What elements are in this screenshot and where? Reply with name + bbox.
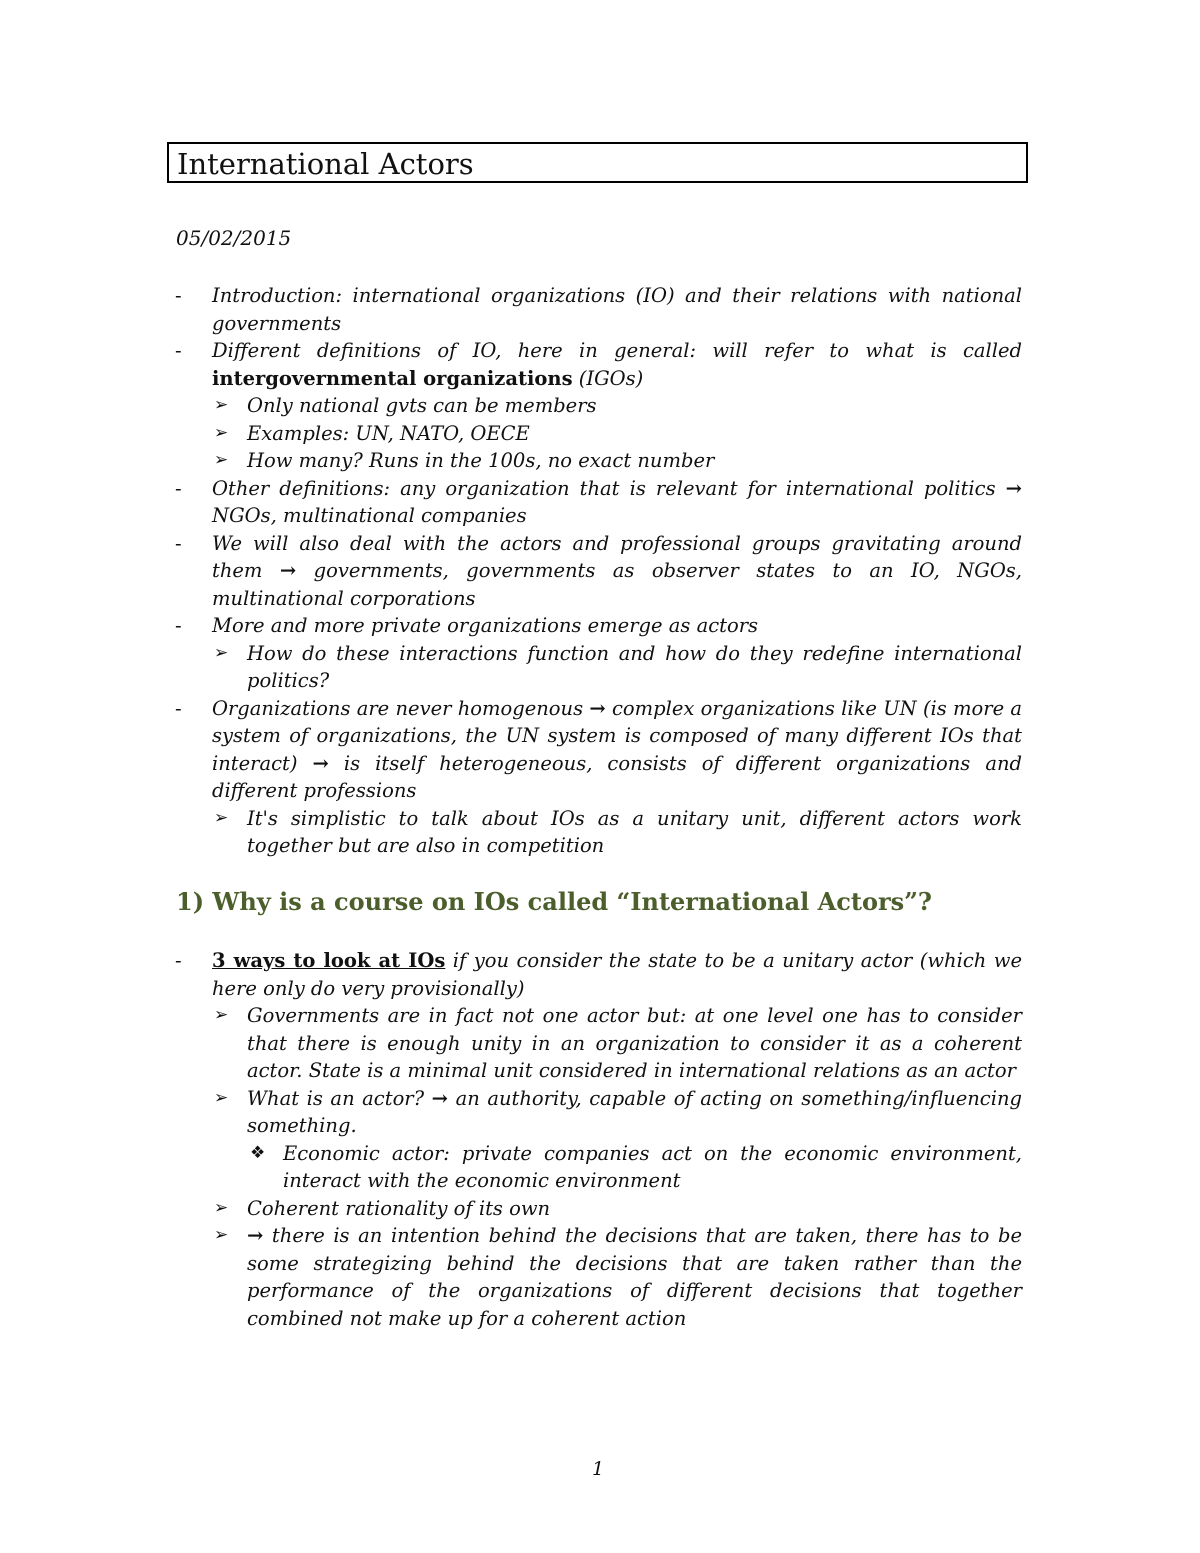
list-item: ➢ Governments are in fact not one actor but: at one level one has to consider that there is enough unity in an organization to consider it as a coherent actor. State is a minimal unit considered in international relations as an actor [214, 1004, 1022, 1082]
arrowhead-bullet-icon: ➢ [214, 1087, 229, 1108]
dash-bullet: - [175, 614, 182, 637]
list-item: ➢ → there is an intention behind the decisions that are taken, there has to be some strategizing behind the decisions that are taken rather than the performance of the organizations of different decisions that together combined not make up for a coherent action [214, 1224, 1022, 1330]
dash-bullet: - [175, 949, 182, 972]
list-item: ➢ It's simplistic to talk about IOs as a unitary unit, different actors work together but are also in competition [214, 806, 1022, 857]
right-arrow-icon: → [247, 1224, 264, 1247]
list-item: - Organizations are never homogenous → complex organizations like UN (is more a system of organizations, the UN system is composed of many different IOs that interact) → is itself heterogeneous, consists of different organizations and different professions [175, 696, 1023, 802]
lecture-date: 05/02/2015 [176, 226, 292, 250]
right-arrow-icon: → [431, 1086, 448, 1110]
dash-bullet: - [175, 696, 182, 720]
document-title: International Actors [167, 142, 1028, 183]
list-item: ➢ How do these interactions function and how do they redefine international politics? [214, 641, 1022, 692]
dash-bullet: - [175, 531, 182, 555]
intro-list [0, 282, 1200, 860]
list-item: ➢ Coherent rationality of its own [0, 1195, 1200, 1223]
list-item: - Different definitions of IO, here in general: will refer to what is called intergovernmental organizations (IGOs) [175, 339, 1022, 390]
list-item: - Introduction: international organizations (IO) and their relations with national governments [175, 284, 1022, 335]
list-item: ➢ What is an actor? → an authority, capable of acting on something/influencing something. [214, 1086, 1022, 1137]
dash-bullet: - [175, 284, 182, 307]
igo-term: intergovernmental organizations [212, 366, 573, 390]
arrowhead-bullet-icon: ➢ [214, 450, 229, 470]
dash-bullet: - [175, 476, 182, 500]
right-arrow-icon: → [1005, 476, 1022, 500]
list-item: ➢ Examples: UN, NATO, OECE [0, 420, 1200, 448]
right-arrow-icon: → [312, 751, 329, 775]
list-item: - Other definitions: any organization that is relevant for international politics → NGOs, multinational companies [175, 476, 1022, 527]
list-item: - We will also deal with the actors and professional groups gravitating around them → governments, governments as observer states to an IO, NGOs, multinational corporations [175, 531, 1023, 610]
arrowhead-bullet-icon: ➢ [214, 422, 229, 443]
right-arrow-icon: → [589, 696, 606, 720]
arrowhead-bullet-icon: ➢ [214, 1005, 229, 1025]
arrowhead-bullet-icon: ➢ [214, 807, 229, 828]
arrowhead-bullet-icon: ➢ [214, 1225, 229, 1245]
list-item: ➢ How many? Runs in the 100s, no exact number [0, 447, 1200, 475]
list-item: ❖ Economic actor: private companies act on the economic environment, interact with the economic environment [250, 1141, 1022, 1192]
section-heading: 1) Why is a course on IOs called “International Actors”? [176, 887, 932, 916]
list-item: ➢ Only national gvts can be members [0, 392, 1200, 420]
arrowhead-bullet-icon: ➢ [214, 1197, 229, 1218]
right-arrow-icon: → [279, 559, 297, 582]
list-item: - 3 ways to look at IOs if you consider the state to be a unitary actor (which we here only do very provisionally) [175, 949, 1023, 1000]
arrowhead-bullet-icon: ➢ [214, 395, 229, 415]
page-number: 1 [592, 1458, 605, 1480]
list-item: - More and more private organizations emerge as actors [0, 612, 1200, 640]
dash-bullet: - [175, 339, 182, 362]
diamond-bullet-icon: ❖ [250, 1142, 266, 1163]
arrowhead-bullet-icon: ➢ [214, 642, 229, 663]
section1-list [0, 947, 1200, 1332]
key-phrase: 3 ways to look at IOs [212, 949, 446, 972]
